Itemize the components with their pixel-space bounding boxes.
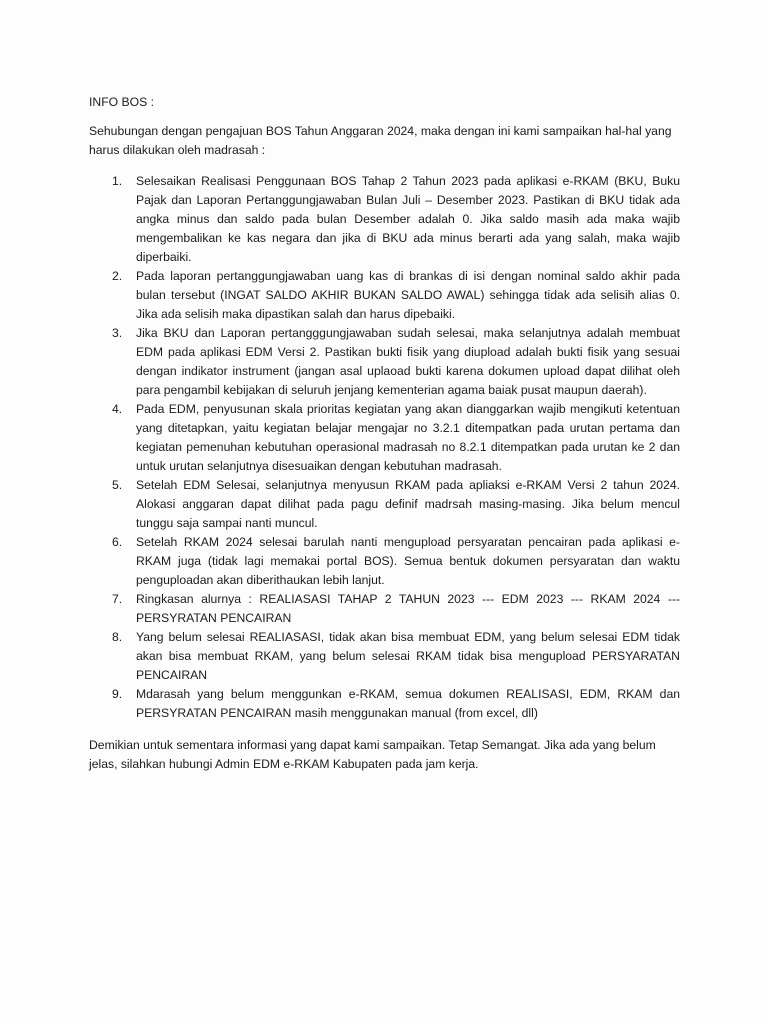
- list-item-number: 5.: [112, 478, 123, 492]
- list-item-number: 3.: [112, 326, 123, 340]
- list-item: [112, 685, 680, 723]
- list-item-text: Setelah RKAM 2024 selesai barulah nanti mengupload persyaratan pencairan pada aplikasi e-RKAM juga (tidak lagi memakai portal BOS). Semua bentuk dokumen persyaratan dan waktu penguploadan akan diberithaukan lebih lanjut.: [136, 535, 680, 587]
- list-item-number: 7.: [112, 592, 123, 606]
- list-item-text: Setelah EDM Selesai, selanjutnya menyusun RKAM pada apliaksi e-RKAM Versi 2 tahun 2024. Alokasi anggaran dapat dilihat pada pagu definif madrsah masing-masing. Jika belum mencul tunggu saja sampai nanti muncul.: [136, 478, 680, 530]
- list-item: [112, 476, 680, 533]
- list-item: [112, 172, 680, 267]
- list-item: [112, 267, 680, 324]
- list-item: [112, 590, 680, 628]
- intro-paragraph: Sehubungan dengan pengajuan BOS Tahun Anggaran 2024, maka dengan ini kami sampaikan hal-hal yang harus dilakukan oleh madrasah :: [89, 124, 672, 157]
- list-item-text: Yang belum selesai REALIASASI, tidak akan bisa membuat EDM, yang belum selesai EDM tidak akan bisa membuat RKAM, yang belum selesai RKAM tidak bisa mengupload PERSYARATAN PENCAIRAN: [136, 630, 680, 682]
- list-item: [112, 628, 680, 685]
- list-item-text: Ringkasan alurnya : REALIASASI TAHAP 2 TAHUN 2023 --- EDM 2023 --- RKAM 2024 --- PERSYRATAN PENCAIRAN: [136, 592, 680, 625]
- list-item-text: Selesaikan Realisasi Penggunaan BOS Tahap 2 Tahun 2023 pada aplikasi e-RKAM (BKU, Buku Pajak dan Laporan Pertanggungjawaban Bulan Juli – Desember 2023. Pastikan di BKU tidak ada angka minus dan saldo pada bulan Desember adalah 0. Jika saldo masih ada maka wajib mengembalikan ke kas negara dan jika di BKU ada minus berarti ada yang salah, maka wajib diperbaiki.: [136, 174, 680, 264]
- list-item-text: Pada EDM, penyusunan skala prioritas kegiatan yang akan dianggarkan wajib mengikuti ketentuan yang ditetapkan, yaitu kegiatan belajar mengajar no 3.2.1 ditempatkan pada urutan pertama dan kegiatan pemenuhan kebutuhan operasional madrasah no 8.2.1 ditempatkan pada urutan ke 2 dan untuk urutan selanjutnya disesuaikan dengan kebutuhan madrasah.: [136, 402, 680, 473]
- document-heading: INFO BOS :: [89, 95, 155, 109]
- list-item: [112, 400, 680, 476]
- list-item-number: 8.: [112, 630, 123, 644]
- closing-paragraph: Demikian untuk sementara informasi yang dapat kami sampaikan. Tetap Semangat. Jika ada yang belum jelas, silahkan hubungi Admin EDM e-RKAM Kabupaten pada jam kerja.: [89, 738, 656, 771]
- list-item: [112, 324, 680, 400]
- list-item-text: Pada laporan pertanggungjawaban uang kas di brankas di isi dengan nominal saldo akhir pada bulan tersebut (INGAT SALDO AKHIR BUKAN SALDO AWAL) sehingga tidak ada selisih alias 0. Jika ada selisih maka dipastikan salah dan harus dipebaiki.: [136, 269, 680, 321]
- list-item: [112, 533, 680, 590]
- list-item-number: 9.: [112, 687, 123, 701]
- list-item-number: 4.: [112, 402, 123, 416]
- list-item-text: Mdarasah yang belum menggunkan e-RKAM, semua dokumen REALISASI, EDM, RKAM dan PERSYRATAN PENCAIRAN masih menggunakan manual (from excel, dll): [136, 687, 680, 720]
- list-item-number: 1.: [112, 174, 123, 188]
- list-item-number: 6.: [112, 535, 123, 549]
- list-item-number: 2.: [112, 269, 123, 283]
- list-item-text: Jika BKU dan Laporan pertangggungjawaban sudah selesai, maka selanjutnya adalah membuat EDM pada aplikasi EDM Versi 2. Pastikan bukti fisik yang diupload adalah bukti fisik yang sesuai dengan indikator instrument (jangan asal uplaoad bukti karena dokumen upload dapat dilihat oleh para pengambil kebijakan di seluruh jenjang kementerian agama baiak pusat maupun daerah).: [136, 326, 680, 397]
- instruction-list: [89, 172, 680, 723]
